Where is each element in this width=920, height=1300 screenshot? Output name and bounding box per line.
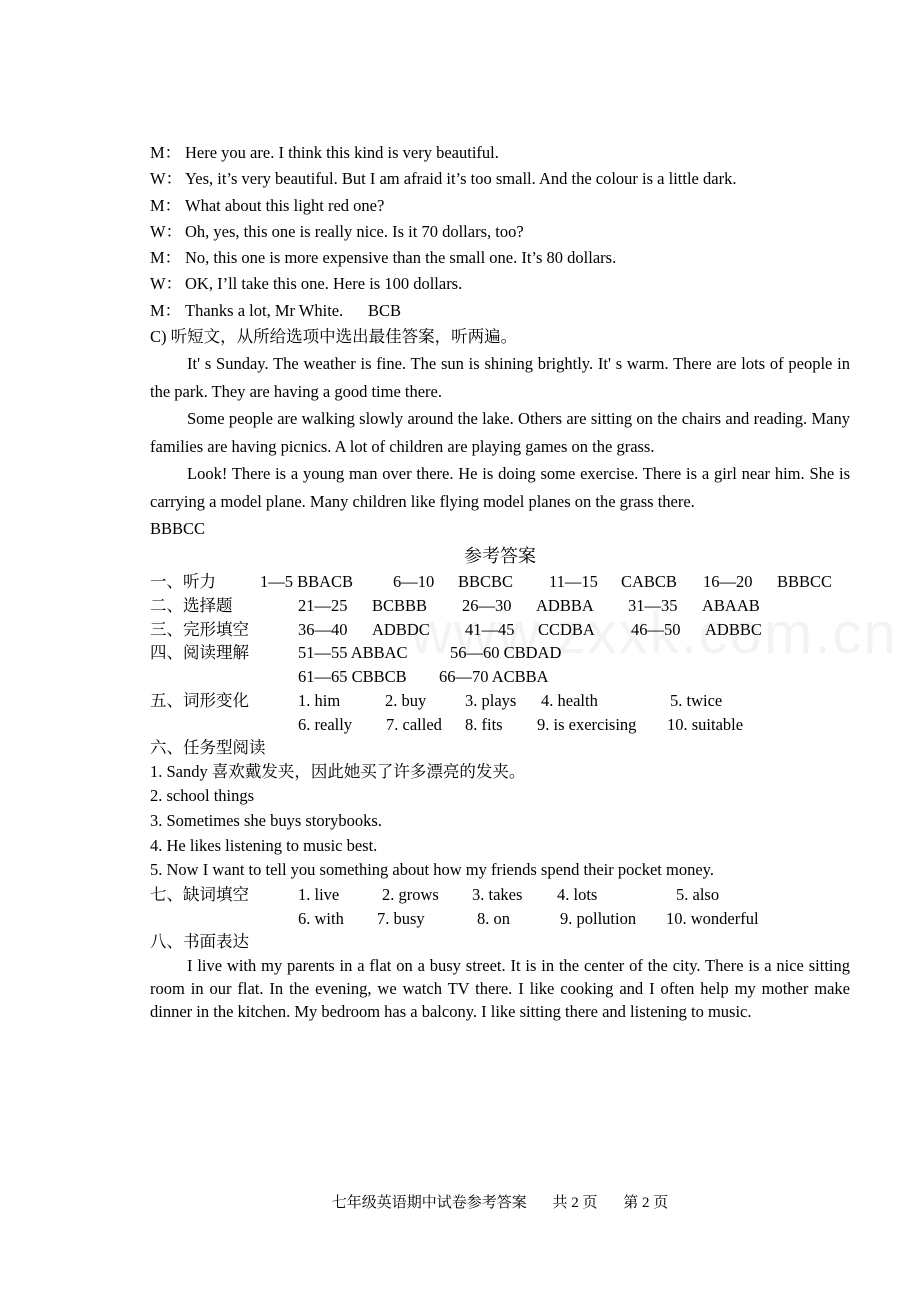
dialogue-line xyxy=(150,166,850,192)
answer-item: 61—65 CBBCB xyxy=(298,667,407,687)
utterance: What about this light red one? xyxy=(185,195,385,215)
speaker: M： xyxy=(150,248,182,268)
answer-row-cloze xyxy=(150,618,850,642)
utterance: Thanks a lot, Mr White. BCB xyxy=(185,300,402,320)
answer-row-word-forms-2 xyxy=(150,713,850,737)
answer-item: BCBBB xyxy=(372,596,428,616)
footer-total-pages: 共 2 页 xyxy=(552,1195,598,1211)
section-c-answer: BBBCC xyxy=(150,519,206,539)
speaker: W： xyxy=(150,169,183,189)
utterance: OK, I’ll take this one. Here is 100 dollars. xyxy=(185,274,463,294)
speaker: M： xyxy=(150,143,182,162)
answer-row-word-forms xyxy=(150,689,850,713)
answer-item: 2. grows xyxy=(382,884,439,904)
answer-item: 2. buy xyxy=(385,690,427,710)
speaker: M： xyxy=(150,300,182,320)
page-footer xyxy=(0,1192,920,1214)
answer-item: 31—35 xyxy=(628,596,678,616)
answer-item: 7. busy xyxy=(377,908,425,928)
answer-item: 1. live xyxy=(298,884,340,904)
document-body xyxy=(150,140,850,1023)
answer-item: 4. lots xyxy=(557,884,598,904)
section-label: 五、词形变化 xyxy=(150,690,249,710)
answer-item: 36—40 xyxy=(298,619,348,639)
answer-item: 9. pollution xyxy=(560,908,637,928)
answer-item: 66—70 ACBBA xyxy=(439,667,549,687)
dialogue xyxy=(150,140,850,324)
answer-item: 1. him xyxy=(298,690,341,710)
utterance: Oh, yes, this one is really nice. Is it 70 dollars, too? xyxy=(185,221,524,241)
passage-paragraph: It' s Sunday. The weather is fine. The sun is shining brightly. It' s warm. There are lots of people in the park. They are having a good time there. xyxy=(150,354,850,401)
answer-item: 3. takes xyxy=(472,884,523,904)
answer-item: BBCBC xyxy=(458,572,514,592)
answer-item: 8. on xyxy=(477,908,510,928)
answer-item: 8. fits xyxy=(465,714,503,734)
answer-item: ADBBC xyxy=(705,619,762,639)
writing-paragraph: I live with my parents in a flat on a busy street. It is in the center of the city. There is a nice sitting room in our flat. In the evening, we watch TV there. I like cooking and I often help my mother make dinner in the kitchen. My bedroom has a balcony. I like sitting there and listening to music. xyxy=(150,955,850,1021)
answer-item: 26—30 xyxy=(462,596,512,616)
task-answer: 1. Sandy 喜欢戴发夹，因此她买了许多漂亮的发夹。 xyxy=(150,761,526,781)
answer-item: 56—60 CBDAD xyxy=(450,643,562,663)
section-label: 一、听力 xyxy=(150,572,216,592)
speaker: W： xyxy=(150,274,183,294)
answer-key-title: 参考答案 xyxy=(464,546,536,567)
dialogue-line xyxy=(150,193,850,219)
dialogue-line xyxy=(150,140,850,166)
task-answer: 5. Now I want to tell you something about how my friends spend their pocket money. xyxy=(150,860,714,880)
answer-item: 41—45 xyxy=(465,619,515,639)
answer-row-listening xyxy=(150,570,850,594)
answer-item: 6—10 xyxy=(393,572,435,592)
passage-paragraph: Some people are walking slowly around the lake. Others are sitting on the chairs and reading. Many families are having picnics. A lot of children are playing games on the grass. xyxy=(150,409,850,456)
speaker: M： xyxy=(150,195,182,215)
section-label: 七、缺词填空 xyxy=(150,884,249,904)
section-label xyxy=(150,736,850,760)
utterance: No, this one is more expensive than the small one. It’s 80 dollars. xyxy=(185,248,617,268)
answer-item: 6. with xyxy=(298,908,344,928)
answer-item: 3. plays xyxy=(465,690,517,710)
answer-item: 51—55 ABBAC xyxy=(298,643,408,663)
answer-item: 21—25 xyxy=(298,596,348,616)
answer-item: 11—15 xyxy=(549,572,598,592)
answer-item: 5. twice xyxy=(670,690,723,710)
section-label-text: 八、书面表达 xyxy=(150,932,249,952)
task-answer: 2. school things xyxy=(150,786,255,806)
passage-paragraph: Look! There is a young man over there. He is doing some exercise. There is a girl near him. She is carrying a model plane. Many children like flying model planes on the grass there. xyxy=(150,464,850,511)
answer-item: 1—5 BBACB xyxy=(260,572,354,592)
dialogue-line xyxy=(150,271,850,297)
answer-item: ADBDC xyxy=(372,619,430,639)
utterance: Here you are. I think this kind is very beautiful. xyxy=(185,143,499,162)
answer-item: CABCB xyxy=(621,572,677,592)
speaker: W： xyxy=(150,221,183,241)
dialogue-line xyxy=(150,219,850,245)
dialogue-line xyxy=(150,245,850,271)
answer-row-reading xyxy=(150,641,850,665)
task-answer: 4. He likes listening to music best. xyxy=(150,835,378,855)
answer-item: 46—50 xyxy=(631,619,681,639)
utterance: Yes, it’s very beautiful. But I am afraid it’s too small. And the colour is a little dark. xyxy=(185,169,737,189)
answer-row-reading-2 xyxy=(150,665,850,689)
answer-item: 6. really xyxy=(298,714,353,734)
answer-item: 7. called xyxy=(386,714,442,734)
task-answer: 3. Sometimes she buys storybooks. xyxy=(150,811,382,831)
answer-item: 16—20 xyxy=(703,572,753,592)
answer-item: 10. wonderful xyxy=(666,908,759,928)
section-label: 三、完形填空 xyxy=(150,619,249,639)
section-label-text: 六、任务型阅读 xyxy=(150,738,266,758)
answer-item: 5. also xyxy=(676,884,720,904)
answer-row-choice xyxy=(150,594,850,618)
answer-row-fill-blanks-2 xyxy=(150,907,850,931)
answer-row-fill-blanks xyxy=(150,883,850,907)
answer-item: BBBCC xyxy=(777,572,833,592)
answer-item: ABAAB xyxy=(702,596,760,616)
footer-title: 七年级英语期中试卷参考答案 xyxy=(331,1195,527,1211)
answer-item: CCDBA xyxy=(538,619,595,639)
section-label: 二、选择题 xyxy=(150,596,233,616)
section-c-heading: C) 听短文，从所给选项中选出最佳答案，听两遍。 xyxy=(150,327,518,347)
footer-page-number: 第 2 页 xyxy=(623,1195,669,1211)
answer-item: 4. health xyxy=(541,690,598,710)
answer-item: ADBBA xyxy=(536,596,594,616)
section-label xyxy=(150,930,850,954)
dialogue-line xyxy=(150,298,850,324)
answer-item: 9. is exercising xyxy=(537,714,637,734)
answer-item: 10. suitable xyxy=(667,714,744,734)
section-label: 四、阅读理解 xyxy=(150,643,249,663)
